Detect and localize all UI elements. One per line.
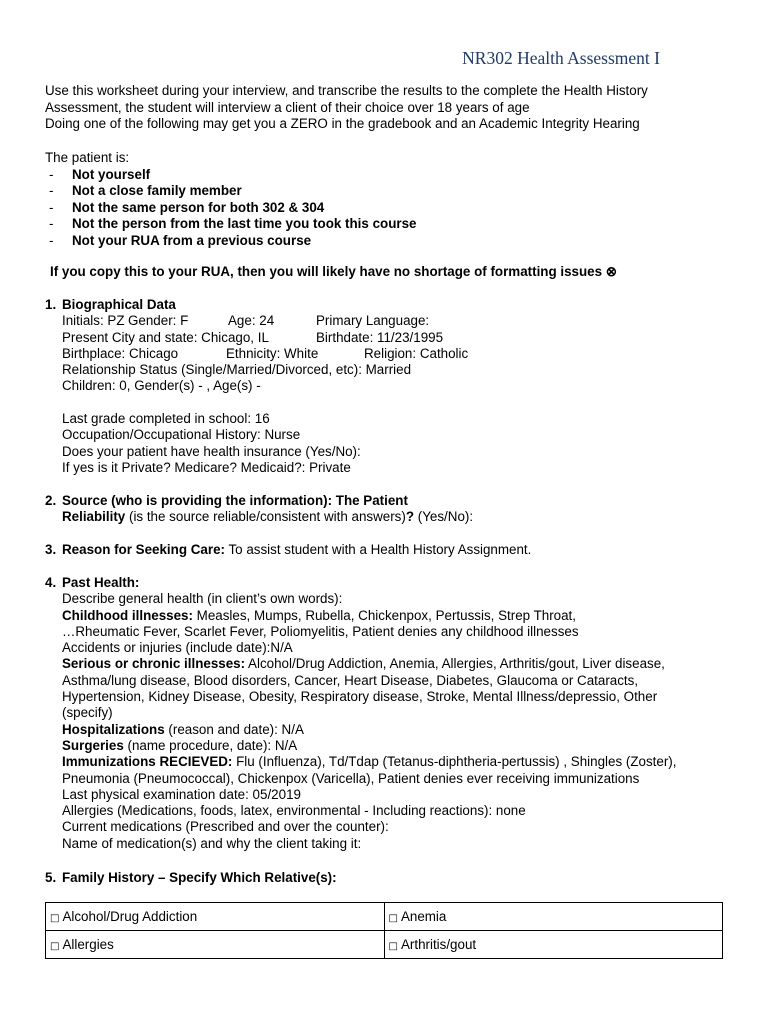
childhood-label: Childhood illnesses: bbox=[62, 607, 193, 623]
childhood-illnesses-field bbox=[62, 608, 735, 624]
religion-field: Religion: Catholic bbox=[364, 345, 469, 361]
checkbox-icon[interactable]: □ bbox=[50, 913, 60, 924]
birthdate-field: Birthdate: 11/23/1995 bbox=[316, 329, 444, 345]
immunizations-label: Immunizations RECIEVED: bbox=[62, 754, 233, 770]
serious-illnesses-field bbox=[62, 656, 735, 672]
section-reason-for-care bbox=[45, 542, 735, 558]
checkbox-icon[interactable]: □ bbox=[388, 913, 398, 924]
list-item-text: Not the same person for both 302 & 304 bbox=[72, 199, 325, 215]
intro-line-1: Use this worksheet during your interview, and transcribe the results to the complete the Health History bbox=[45, 83, 648, 98]
children-field: Children: 0, Gender(s) - , Age(s) - bbox=[62, 378, 261, 394]
insurance-field: Does your patient have health insurance (Yes/No): bbox=[62, 443, 361, 459]
general-health-field: Describe general health (in client’s own words): bbox=[62, 591, 343, 607]
list-bullet: - bbox=[49, 232, 54, 248]
list-bullet: - bbox=[49, 166, 54, 182]
checkbox-icon[interactable]: □ bbox=[388, 941, 398, 952]
intro-line-2: Assessment, the student will interview a client of their choice over 18 years of age bbox=[45, 99, 530, 115]
table-cell[interactable] bbox=[46, 931, 385, 959]
section-title: Past Health: bbox=[62, 575, 140, 590]
serious-text: Alcohol/Drug Addiction, Anemia, Allergies, Arthritis/gout, Liver disease, bbox=[245, 656, 665, 672]
gender-field: Gender: F bbox=[128, 313, 189, 329]
section-number: 5. bbox=[45, 870, 57, 885]
insurance-type-field: If yes is it Private? Medicare? Medicaid?: Private bbox=[62, 459, 351, 475]
list-bullet: - bbox=[49, 183, 54, 199]
table-row bbox=[46, 903, 723, 931]
initials-field: Initials: PZ bbox=[62, 313, 125, 329]
list-item bbox=[45, 216, 735, 233]
surgeries-label: Surgeries bbox=[62, 737, 124, 753]
bio-row-city bbox=[62, 330, 735, 346]
bio-row-birthplace bbox=[62, 346, 735, 362]
condition-label: Anemia bbox=[400, 909, 447, 924]
reason-field bbox=[62, 542, 735, 558]
list-item-text: Not a close family member bbox=[72, 183, 242, 199]
childhood-illnesses-cont: …Rheumatic Fever, Scarlet Fever, Poliomyelitis, Patient denies any childhood illnesses bbox=[62, 623, 579, 639]
list-item bbox=[45, 183, 735, 200]
section-biographical-data bbox=[45, 297, 735, 476]
reliability-text: (is the source reliable/consistent with answers) bbox=[125, 509, 406, 525]
list-item bbox=[45, 167, 735, 184]
immunizations-field bbox=[62, 754, 735, 770]
serious-illnesses-cont-1: Asthma/lung disease, Blood disorders, Cancer, Heart Disease, Diabetes, Glaucoma or Cataracts, bbox=[62, 672, 639, 688]
ethnicity-field: Ethnicity: White bbox=[226, 345, 319, 361]
hospitalizations-field bbox=[62, 722, 735, 738]
reason-label: Reason for Seeking Care: bbox=[62, 542, 225, 557]
surgeries-text: (name procedure, date): N/A bbox=[123, 737, 298, 753]
reliability-question-mark: ? bbox=[405, 509, 415, 525]
patient-requirements bbox=[45, 150, 735, 249]
accidents-field: Accidents or injuries (include date):N/A bbox=[62, 640, 293, 656]
family-history-table bbox=[45, 902, 723, 959]
reliability-answer: (Yes/No): bbox=[414, 509, 474, 525]
intro-paragraph bbox=[45, 83, 735, 133]
section-number: 2. bbox=[45, 493, 57, 508]
serious-label: Serious or chronic illnesses: bbox=[62, 656, 246, 672]
condition-label: Allergies bbox=[62, 937, 114, 952]
section-number: 4. bbox=[45, 575, 57, 590]
condition-label: Arthritis/gout bbox=[400, 937, 477, 952]
patient-rules-list bbox=[45, 167, 735, 250]
serious-illnesses-cont-2: Hypertension, Kidney Disease, Obesity, Respiratory disease, Stroke, Mental Illness/depressio, Other bbox=[62, 689, 658, 705]
serious-illnesses-cont-3: (specify) bbox=[62, 705, 113, 721]
language-field: Primary Language: bbox=[316, 313, 430, 329]
section-title: Source (who is providing the information): The Patient bbox=[62, 493, 408, 508]
list-item-text: Not the person from the last time you took this course bbox=[72, 216, 417, 232]
occupation-field: Occupation/Occupational History: Nurse bbox=[62, 427, 301, 443]
last-exam-field: Last physical examination date: 05/2019 bbox=[62, 786, 301, 802]
childhood-text: Measles, Mumps, Rubella, Chickenpox, Pertussis, Strep Throat, bbox=[192, 607, 576, 623]
list-item-text: Not your RUA from a previous course bbox=[72, 232, 312, 248]
city-field: Present City and state: Chicago, IL bbox=[62, 329, 269, 345]
surgeries-field bbox=[62, 738, 735, 754]
immunizations-text: Flu (Influenza), Td/Tdap (Tetanus-diphtheria-pertussis) , Shingles (Zoster), bbox=[232, 754, 677, 770]
allergies-field: Allergies (Medications, foods, latex, environmental - Including reactions): none bbox=[62, 803, 526, 819]
medication-names-field: Name of medication(s) and why the client taking it: bbox=[62, 835, 362, 851]
hospitalizations-label: Hospitalizations bbox=[62, 721, 165, 737]
bio-row-initials bbox=[62, 313, 735, 329]
birthplace-field: Birthplace: Chicago bbox=[62, 345, 179, 361]
section-number: 1. bbox=[45, 297, 57, 312]
grade-field: Last grade completed in school: 16 bbox=[62, 411, 270, 427]
section-source bbox=[45, 493, 735, 526]
reliability-field bbox=[62, 509, 735, 525]
list-bullet: - bbox=[49, 199, 54, 215]
table-row bbox=[46, 931, 723, 959]
table-cell[interactable] bbox=[384, 903, 723, 931]
list-item-text: Not yourself bbox=[72, 166, 151, 182]
hospitalizations-text: (reason and date): N/A bbox=[164, 721, 304, 737]
section-family-history bbox=[45, 870, 735, 886]
table-cell[interactable] bbox=[46, 903, 385, 931]
relationship-field: Relationship Status (Single/Married/Divorced, etc): Married bbox=[62, 362, 412, 378]
list-item bbox=[45, 233, 735, 250]
checkbox-icon[interactable]: □ bbox=[50, 941, 60, 952]
table-cell[interactable] bbox=[384, 931, 723, 959]
section-title: Family History – Specify Which Relative(s): bbox=[62, 870, 337, 885]
reliability-label: Reliability bbox=[62, 509, 126, 525]
document-header-title: NR302 Health Assessment I bbox=[462, 48, 660, 68]
section-past-health bbox=[45, 575, 735, 852]
list-item bbox=[45, 200, 735, 217]
list-bullet: - bbox=[49, 216, 54, 232]
intro-line-3: Doing one of the following may get you a ZERO in the gradebook and an Academic Integrity Hearing bbox=[45, 116, 640, 131]
age-field: Age: 24 bbox=[228, 313, 275, 329]
section-number: 3. bbox=[45, 542, 57, 557]
section-title: Biographical Data bbox=[62, 297, 176, 312]
condition-label: Alcohol/Drug Addiction bbox=[62, 909, 198, 924]
patient-heading: The patient is: bbox=[45, 150, 130, 165]
immunizations-cont: Pneumonia (Pneumococcal), Chickenpox (Varicella), Patient denies ever receiving immunizations bbox=[62, 770, 640, 786]
current-medications-field: Current medications (Prescribed and over the counter): bbox=[62, 819, 389, 835]
formatting-warning: If you copy this to your RUA, then you will likely have no shortage of formatting issues ⊗ bbox=[50, 264, 618, 279]
reason-text: To assist student with a Health History Assignment. bbox=[224, 542, 532, 557]
